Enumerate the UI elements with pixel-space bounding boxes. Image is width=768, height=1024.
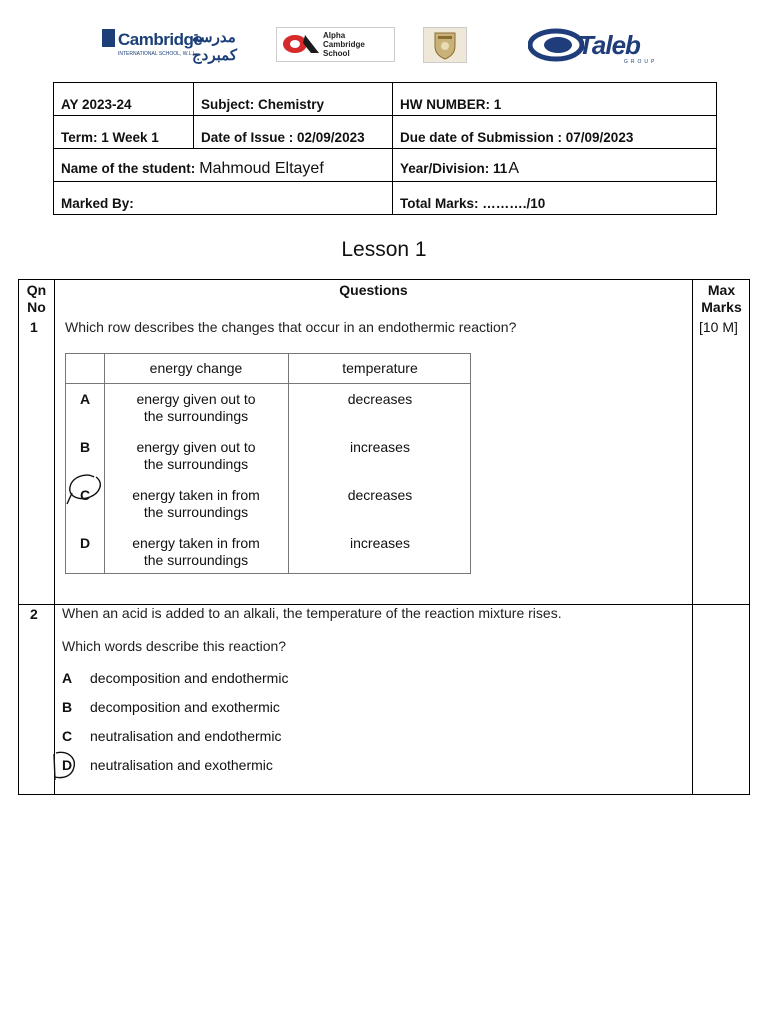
- q1-energy-line1: energy given out to: [136, 439, 256, 455]
- q1-energy-line2: the surroundings: [143, 408, 249, 424]
- cambridge-mark-icon: [102, 29, 115, 47]
- q1-temperature: decreases: [347, 391, 413, 407]
- answer-circle-d-icon: [50, 750, 80, 782]
- alpha-logo-line2: Cambridge: [323, 40, 365, 49]
- homework-info-table: [53, 82, 717, 215]
- cambridge-school-logo: [102, 26, 257, 62]
- q1-head-temperature: temperature: [342, 360, 418, 376]
- hw-number: HW NUMBER: 1: [393, 83, 717, 116]
- term-week: Term: 1 Week 1: [54, 116, 194, 149]
- total-marks: Total Marks: ………./10: [393, 182, 717, 215]
- q1-text: Which row describes the changes that occur in an endothermic reaction?: [65, 319, 517, 335]
- q1-row-letter: B: [79, 439, 91, 455]
- q1-row-letter: D: [79, 535, 91, 551]
- q1-row-letter: C: [79, 487, 91, 503]
- qn-column-divider: [54, 280, 55, 794]
- q2-text: When an acid is added to an alkali, the temperature of the reaction mixture rises.: [62, 605, 562, 621]
- q2-option-d: [62, 757, 273, 773]
- student-name-cell: [54, 149, 393, 182]
- alpha-mark-icon: [281, 33, 321, 55]
- q2-option-letter: B: [62, 699, 73, 715]
- logo-bar: [0, 0, 768, 75]
- col-header-qn: Qn: [26, 282, 47, 298]
- q2-option-a: [62, 670, 288, 686]
- date-of-issue: Date of Issue : 02/09/2023: [194, 116, 393, 149]
- subject: Subject: Chemistry: [194, 83, 393, 116]
- q1-energy-line1: energy taken in from: [132, 487, 260, 503]
- col-header-no: No: [27, 299, 46, 315]
- alpha-logo-line3: School: [323, 49, 350, 58]
- answer-circle-c-icon: [64, 471, 108, 507]
- q1-temperature: decreases: [347, 487, 413, 503]
- col-header-max: Max: [707, 282, 736, 298]
- q1-energy-line1: energy taken in from: [132, 535, 260, 551]
- cambridge-logo-word: Cambridge: [118, 30, 203, 49]
- lesson-title: Lesson 1: [341, 238, 427, 261]
- q1-energy-line2: the surroundings: [143, 504, 249, 520]
- due-date: Due date of Submission : 07/09/2023: [393, 116, 717, 149]
- year-division-cell: [393, 149, 717, 182]
- taleb-group-logo: [528, 28, 678, 64]
- q2-option-text: neutralisation and exothermic: [90, 757, 273, 773]
- q1-temperature: increases: [350, 535, 410, 551]
- alpha-logo-line1: Alpha: [323, 31, 346, 40]
- q1-row-b: [66, 432, 470, 480]
- year-division-label: Year/Division: 11: [400, 161, 508, 176]
- q1-max-marks: [10 M]: [699, 319, 738, 335]
- q2-option-letter: D: [62, 757, 73, 773]
- q1-energy-line1: energy given out to: [136, 391, 256, 407]
- q1-row-c: [66, 480, 470, 528]
- taleb-swoosh-icon: [528, 28, 584, 62]
- school-crest-icon: [423, 27, 467, 63]
- q1-temperature: increases: [350, 439, 410, 455]
- q1-number: 1: [30, 319, 38, 335]
- academic-year: AY 2023-24: [54, 83, 194, 116]
- q1-options-table: [65, 353, 471, 574]
- marked-by: Marked By:: [54, 182, 393, 215]
- taleb-logo-sub: GROUP: [624, 59, 658, 65]
- q2-option-b: [62, 699, 280, 715]
- q1-row-letter: A: [79, 391, 91, 407]
- q1-head-energy: energy change: [149, 360, 243, 376]
- student-name-label: Name of the student:: [61, 161, 196, 176]
- q2-option-text: decomposition and endothermic: [90, 670, 289, 686]
- marks-column-divider: [692, 280, 693, 794]
- taleb-logo-word: Taleb: [578, 30, 640, 60]
- cambridge-logo-arabic: مدرسة كمبردج: [192, 29, 237, 64]
- q2-prompt: Which words describe this reaction?: [62, 638, 287, 654]
- q2-option-c: [62, 728, 281, 744]
- cambridge-logo-sub: INTERNATIONAL SCHOOL, W.L.L.: [118, 51, 197, 57]
- q1-row-d: [66, 528, 470, 576]
- q2-option-text: neutralisation and endothermic: [90, 728, 282, 744]
- year-division-value: A: [508, 160, 519, 177]
- q1-energy-line2: the surroundings: [143, 552, 249, 568]
- q1-row-a: [66, 384, 470, 432]
- col-header-marks: Marks: [701, 299, 742, 315]
- col-header-questions: Questions: [339, 282, 408, 298]
- q2-number: 2: [30, 606, 38, 622]
- alpha-cambridge-logo: [276, 27, 395, 62]
- student-name-value: Mahmoud Eltayef: [199, 160, 324, 177]
- q2-option-text: decomposition and exothermic: [90, 699, 280, 715]
- q2-option-letter: C: [62, 728, 73, 744]
- q1-energy-line2: the surroundings: [143, 456, 249, 472]
- q2-option-letter: A: [62, 670, 73, 686]
